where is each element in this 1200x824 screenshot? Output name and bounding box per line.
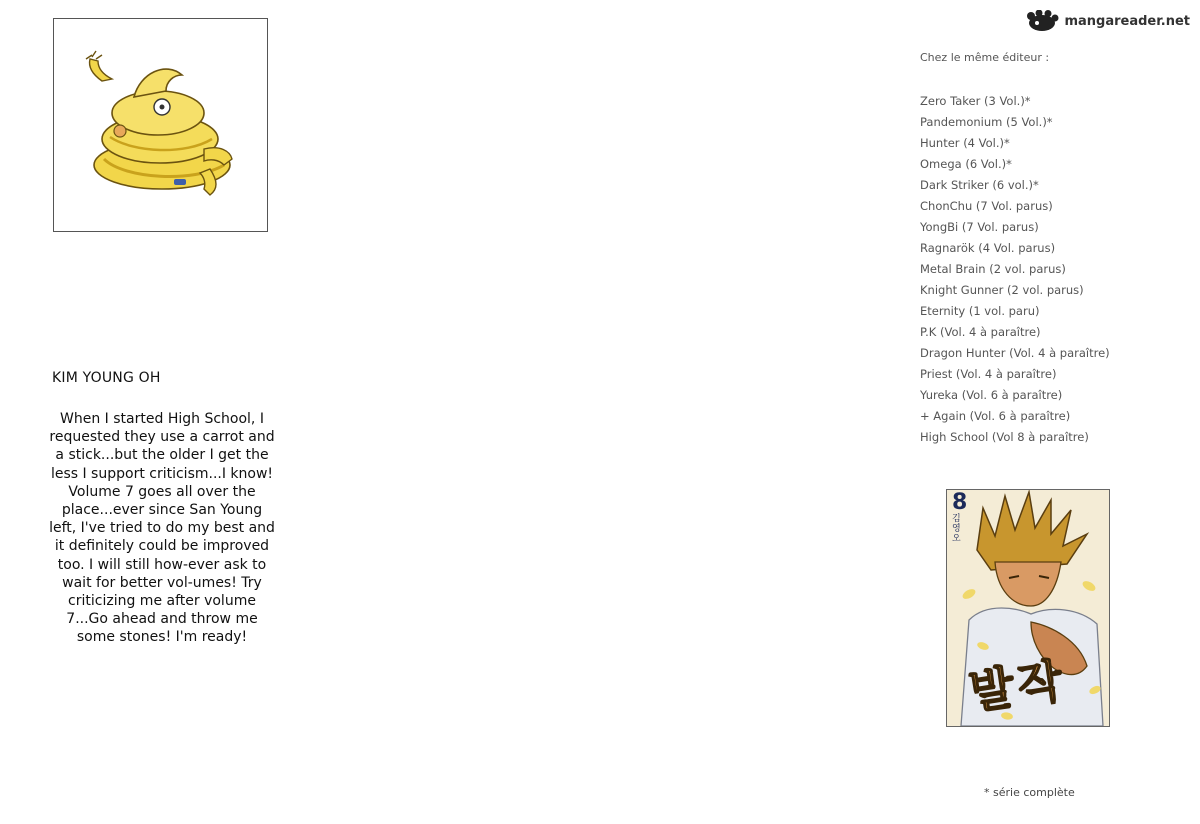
catalog-heading: Chez le même éditeur : (920, 51, 1050, 64)
catalog-item: Yureka (Vol. 6 à paraître) (920, 388, 1063, 402)
catalog-item: High School (Vol 8 à paraître) (920, 430, 1089, 444)
cover-title: 발작 (966, 652, 1070, 720)
catalog-list (920, 92, 1110, 449)
catalog-item: Metal Brain (2 vol. parus) (920, 262, 1066, 276)
catalog-item: Dark Striker (6 vol.)* (920, 178, 1039, 192)
volume-cover (946, 489, 1110, 727)
cover-volume-number: 8 (952, 490, 968, 515)
catalog-item: Dragon Hunter (Vol. 4 à paraître) (920, 346, 1110, 360)
mascot-illustration-frame (53, 18, 268, 232)
catalog-item: ChonChu (7 Vol. parus) (920, 199, 1053, 213)
paw-blob-icon (1024, 10, 1060, 32)
catalog-item: Zero Taker (3 Vol.)* (920, 94, 1031, 108)
cover-author-hangul: 김영오 (952, 514, 961, 544)
watermark-text: mangareader.net (1064, 13, 1190, 29)
catalog-item: Hunter (4 Vol.)* (920, 136, 1010, 150)
catalog-item: YongBi (7 Vol. parus) (920, 220, 1039, 234)
catalog-item: Priest (Vol. 4 à paraître) (920, 367, 1057, 381)
watermark (1024, 8, 1190, 34)
catalog-item: + Again (Vol. 6 à paraître) (920, 409, 1071, 423)
author-note: When I started High School, I requested they use a carrot and a stick...but the older I get the less I support criticism...I know! Volume 7 goes all over the place...ever since San Young left, I've tried to do my best and it definitely could be improved too. I will still how-ever ask to wait for better vol-umes! Try criticizing me after volume 7...Go ahead and throw me some stones! I'm ready! (49, 411, 275, 646)
footnote: * série complète (984, 786, 1075, 799)
catalog-item: Eternity (1 vol. paru) (920, 304, 1040, 318)
catalog-item: Omega (6 Vol.)* (920, 157, 1012, 171)
catalog-item: P.K (Vol. 4 à paraître) (920, 325, 1041, 339)
mascot-illustration (54, 19, 266, 230)
catalog-item: Ragnarök (4 Vol. parus) (920, 241, 1056, 255)
author-name: KIM YOUNG OH (52, 370, 161, 386)
catalog-item: Knight Gunner (2 vol. parus) (920, 283, 1084, 297)
catalog-item: Pandemonium (5 Vol.)* (920, 115, 1053, 129)
